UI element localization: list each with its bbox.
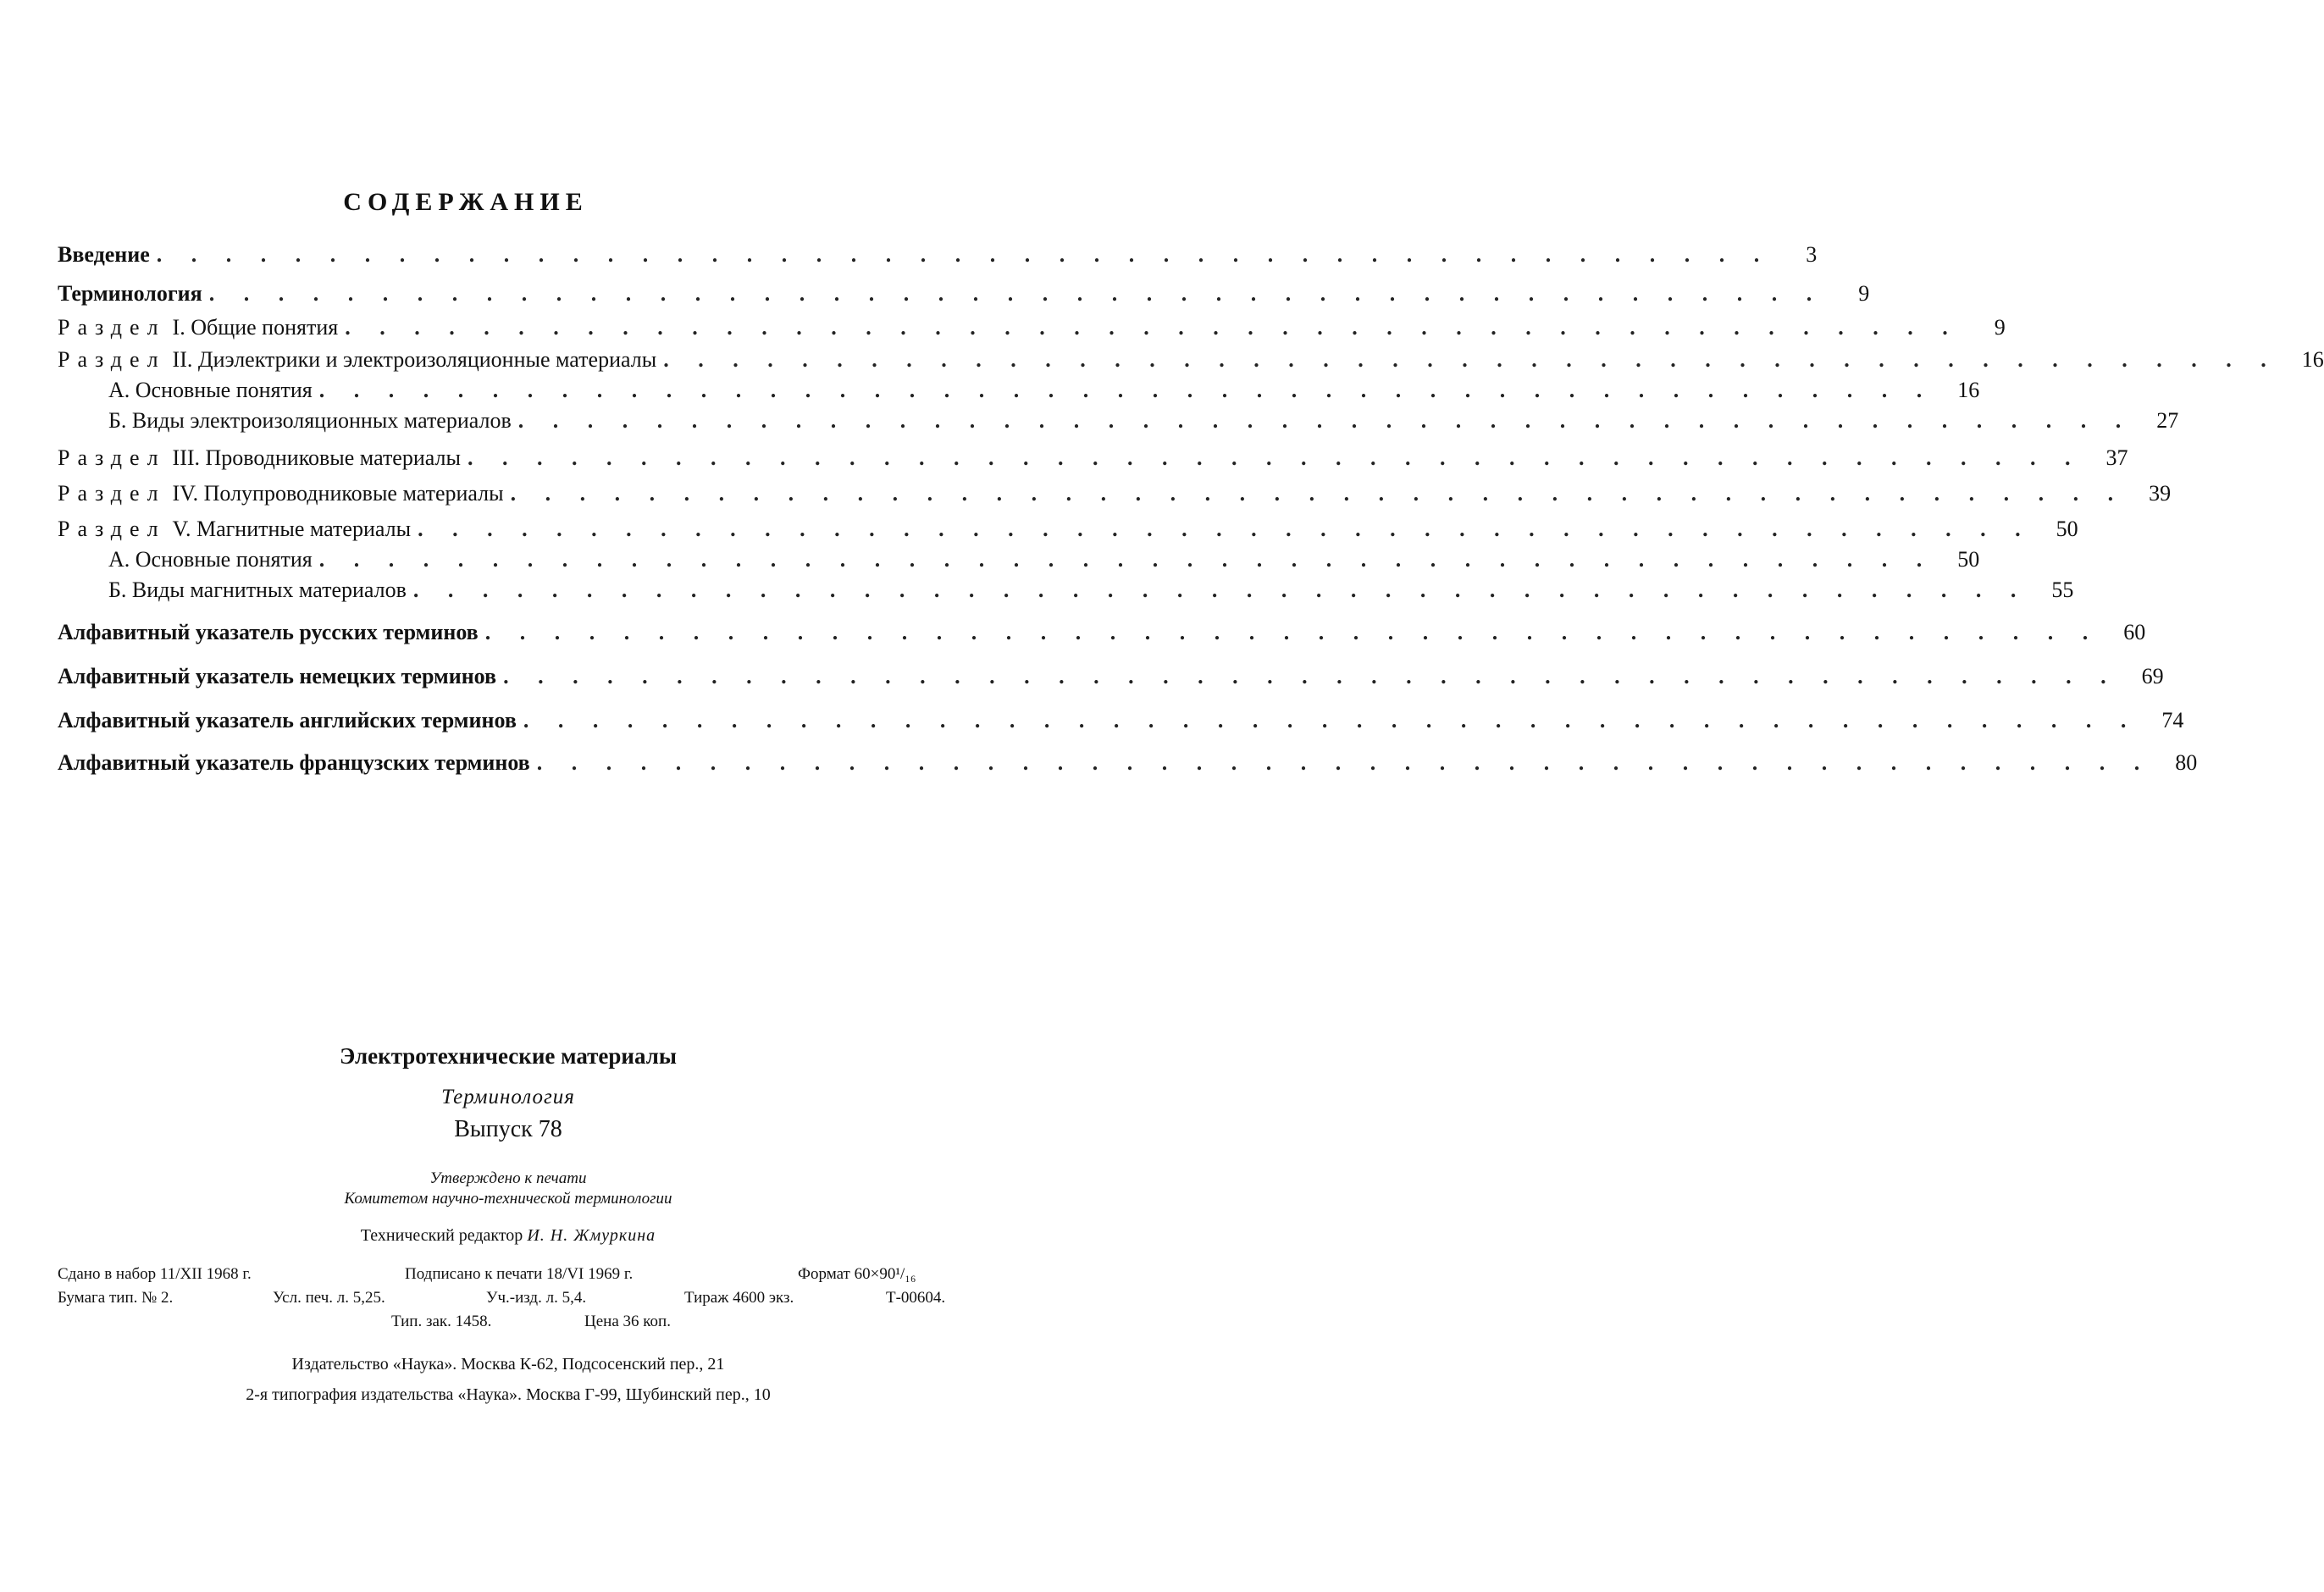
toc-item-section-4[interactable] (58, 481, 2172, 510)
dot-leader: . . . . . . . . . . . . . . . . . . . . . . . . . . . . . . . . . . . . . . . . . . . . . . . (412, 578, 2028, 602)
toc-item-page: 9 (1994, 315, 2006, 340)
technical-editor (0, 1226, 1016, 1246)
section-title: I. Общие понятия (172, 315, 339, 340)
toc-item-intro[interactable] (58, 242, 1818, 271)
toc-item-page: 39 (2149, 481, 2172, 506)
dot-leader: . . . . . . . . . . . . . . . . . . . . . . . . . . . . . . . . . . . . . . . . . . . . . . . (345, 315, 1960, 340)
dot-leader: . . . . . . . . . . . . . . . . . . . . . . . . . . . . . . . . . . . . . . . . . . . . . . . (510, 481, 2126, 506)
toc-item-page: 50 (1957, 547, 1980, 572)
toc-item-page: 3 (1806, 242, 1818, 267)
section-title: III. Проводниковые материалы (172, 445, 461, 470)
toc-item-page: 80 (2175, 750, 2198, 775)
publisher-address: Издательство «Наука». Москва К-62, Подсосенский пер., 21 (291, 1355, 725, 1374)
approval-line-1: Утверждено к печати (429, 1169, 587, 1187)
paper-type: Бумага тип. № 2. (58, 1289, 174, 1307)
toc-item-label: Терминология (58, 281, 202, 306)
section-title: II. Диэлектрики и электроизоляционные материалы (172, 347, 657, 372)
toc-item-page: 9 (1858, 281, 1870, 306)
dot-leader: . . . . . . . . . . . . . . . . . . . . . . . . . . . . . . . . . . . . . . . . . . . . . . . (536, 750, 2152, 775)
section-prefix: Раздел (58, 517, 166, 541)
book-subtitle: Терминология (441, 1086, 575, 1108)
format: Формат 60×90¹/₁₆ (798, 1265, 916, 1283)
toc-item-section-3[interactable] (58, 445, 2128, 474)
section-prefix: Раздел (58, 315, 166, 340)
toc-item-label (58, 347, 656, 373)
publisher-sheets: Уч.-изд. л. 5,4. (486, 1289, 587, 1307)
toc-item-label: А. Основные понятия (108, 547, 313, 572)
catalog-code: Т-00604. (886, 1289, 946, 1307)
approval-note (0, 1169, 1016, 1209)
dot-leader: . . . . . . . . . . . . . . . . . . . . . . . . . . . . . . . . . . . . . . . . . . . . . . . (503, 664, 2118, 688)
submitted-date: Сдано в набор 11/XII 1968 г. (58, 1265, 252, 1283)
toc-item-label (58, 445, 461, 471)
toc-item-section-2[interactable] (58, 347, 2324, 376)
toc-item-label: Алфавитный указатель французских терминов (58, 750, 530, 775)
toc-item-page: 55 (2051, 578, 2074, 602)
toc-item-section-2a[interactable] (108, 378, 1980, 406)
toc-item-label: Алфавитный указатель немецких терминов (58, 664, 497, 688)
toc-item-page: 16 (2301, 347, 2324, 372)
toc-item-index-russian[interactable] (58, 620, 2146, 649)
printer-address: 2-я типография издательства «Наука». Москва Г-99, Шубинский пер., 10 (246, 1385, 771, 1404)
book-title: Электротехнические материалы (340, 1043, 677, 1069)
approval-line-2: Комитетом научно-технической терминологии (344, 1190, 672, 1208)
toc-item-page: 16 (1957, 378, 1980, 402)
toc-item-index-french[interactable] (58, 750, 2198, 779)
toc-item-index-english[interactable] (58, 708, 2184, 737)
toc-item-label (58, 517, 411, 542)
dot-leader: . . . . . . . . . . . . . . . . . . . . . . . . . . . . . . . . . . . . . . . . . . . . . . . (208, 281, 1824, 306)
toc-item-page: 37 (2105, 445, 2128, 470)
toc-item-page: 27 (2156, 408, 2179, 433)
print-run: Тираж 4600 экз. (684, 1289, 794, 1307)
issue-number: Выпуск 78 (454, 1116, 562, 1142)
toc-item-section-5[interactable] (58, 517, 2078, 545)
toc-title: СОДЕРЖАНИЕ (343, 188, 589, 216)
section-prefix: Раздел (58, 347, 166, 372)
dot-leader: . . . . . . . . . . . . . . . . . . . . . . . . . . . . . . . . . . . . . . . . . . . . . . . (156, 242, 1772, 267)
dot-leader: . . . . . . . . . . . . . . . . . . . . . . . . . . . . . . . . . . . . . . . . . . . . . . . (523, 708, 2139, 732)
section-prefix: Раздел (58, 445, 166, 470)
toc-item-label (58, 481, 504, 506)
section-title: V. Магнитные материалы (172, 517, 412, 541)
print-order: Тип. зак. 1458. (391, 1313, 492, 1330)
toc-item-page: 69 (2141, 664, 2164, 688)
toc-item-terminology[interactable] (58, 281, 1870, 310)
section-prefix: Раздел (58, 481, 166, 506)
toc-item-label: А. Основные понятия (108, 378, 313, 402)
toc-item-label (58, 315, 338, 340)
dot-leader: . . . . . . . . . . . . . . . . . . . . . . . . . . . . . . . . . . . . . . . . . . . . . . . (467, 445, 2083, 470)
dot-leader: . . . . . . . . . . . . . . . . . . . . . . . . . . . . . . . . . . . . . . . . . . . . . . . (318, 378, 1934, 402)
dot-leader: . . . . . . . . . . . . . . . . . . . . . . . . . . . . . . . . . . . . . . . . . . . . . . . (318, 547, 1934, 572)
toc-item-section-5a[interactable] (108, 547, 1980, 576)
toc-item-section-2b[interactable] (108, 408, 2179, 437)
section-title: IV. Полупроводниковые материалы (172, 481, 504, 506)
editor-label: Технический редактор (360, 1226, 523, 1245)
toc-item-label: Введение (58, 242, 150, 267)
printed-sheets: Усл. печ. л. 5,25. (273, 1289, 385, 1307)
dot-leader: . . . . . . . . . . . . . . . . . . . . . . . . . . . . . . . . . . . . . . . . . . . . . . . (484, 620, 2100, 644)
toc-item-section-1[interactable] (58, 315, 2006, 344)
toc-item-label: Алфавитный указатель русских терминов (58, 620, 479, 644)
toc-item-page: 74 (2161, 708, 2184, 732)
toc-item-label: Б. Виды электроизоляционных материалов (108, 408, 512, 433)
price: Цена 36 коп. (584, 1313, 671, 1330)
toc-item-page: 50 (2056, 517, 2078, 541)
dot-leader: . . . . . . . . . . . . . . . . . . . . . . . . . . . . . . . . . . . . . . . . . . . . . . . (418, 517, 2033, 541)
toc-item-page: 60 (2123, 620, 2146, 644)
editor-name: И. Н. Жмуркина (527, 1226, 656, 1245)
toc-item-label: Б. Виды магнитных материалов (108, 578, 407, 602)
toc-item-label: Алфавитный указатель английских терминов (58, 708, 517, 732)
toc-item-index-german[interactable] (58, 664, 2164, 693)
dot-leader: . . . . . . . . . . . . . . . . . . . . . . . . . . . . . . . . . . . . . . . . . . . . . . . (517, 408, 2133, 433)
dot-leader: . . . . . . . . . . . . . . . . . . . . . . . . . . . . . . . . . . . . . . . . . . . . . . . (663, 347, 2278, 372)
signed-date: Подписано к печати 18/VI 1969 г. (405, 1265, 634, 1283)
toc-item-section-5b[interactable] (108, 578, 2074, 606)
